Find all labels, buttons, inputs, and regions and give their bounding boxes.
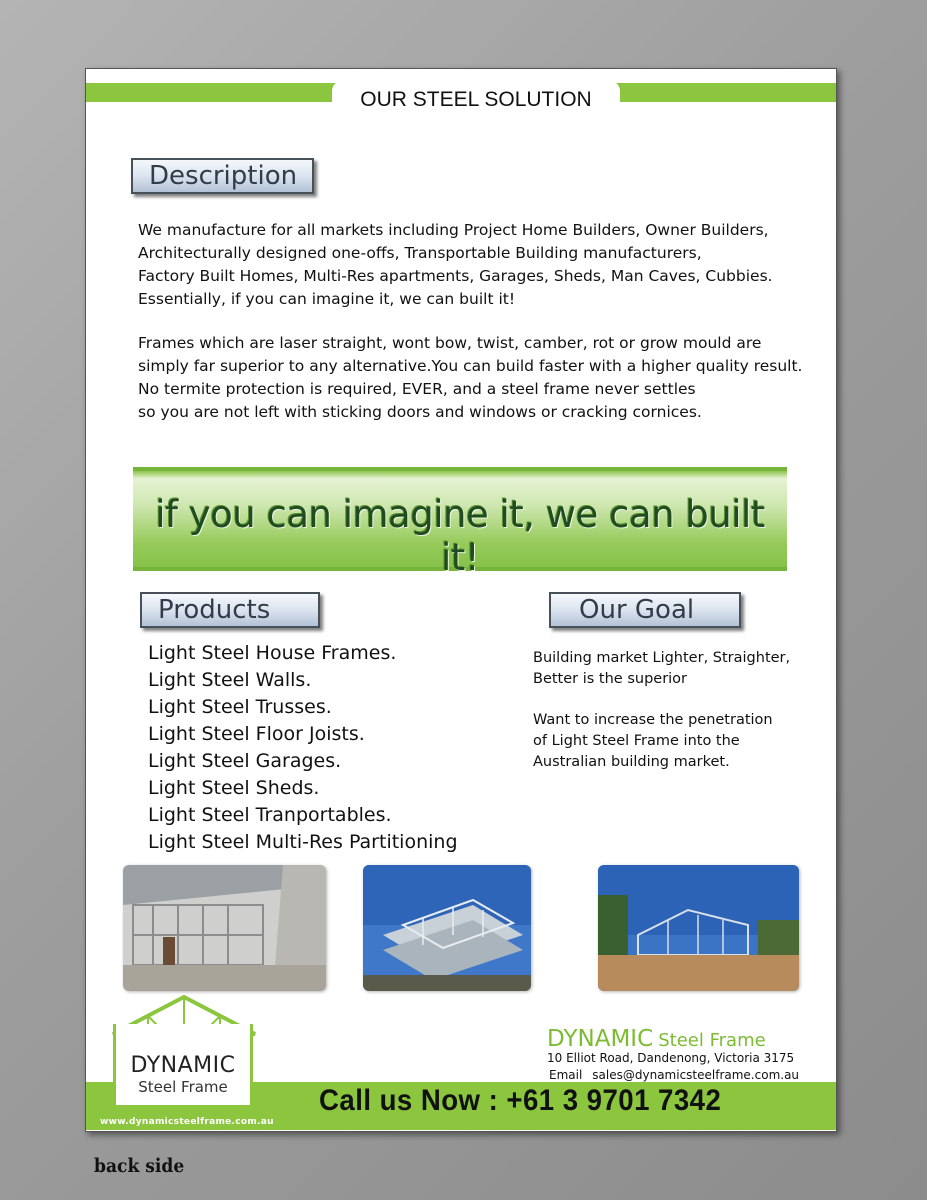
text-line: Better is the superior bbox=[533, 671, 688, 687]
company-address: 10 Elliot Road, Dandenong, Victoria 3175 bbox=[547, 1051, 795, 1065]
email-address: sales@dynamicsteelframe.com.au bbox=[592, 1068, 800, 1082]
text-line: Building market Lighter, Straighter, bbox=[533, 650, 791, 666]
list-item: Light Steel Tranportables. bbox=[148, 804, 392, 826]
list-item: Light Steel Trusses. bbox=[148, 696, 332, 718]
description-paragraph-1 bbox=[138, 219, 818, 311]
call-now-phone: Call us Now : +61 3 9701 7342 bbox=[319, 1084, 722, 1117]
goal-paragraph-1 bbox=[533, 648, 813, 690]
website-url: www.dynamicsteelframe.com.au bbox=[100, 1117, 274, 1127]
text-line: simply far superior to any alternative.You can build faster with a higher quality result. bbox=[138, 357, 803, 375]
email-line bbox=[549, 1068, 799, 1082]
goal-paragraph-2 bbox=[533, 710, 813, 773]
products-heading: Products bbox=[140, 592, 320, 628]
text-line: Essentially, if you can imagine it, we can built it! bbox=[138, 290, 516, 308]
list-item: Light Steel Sheds. bbox=[148, 777, 320, 799]
list-item: Light Steel Floor Joists. bbox=[148, 723, 365, 745]
logo-sub-text: Steel Frame bbox=[138, 1078, 228, 1096]
text-line: Frames which are laser straight, wont bow, twist, camber, rot or grow mould are bbox=[138, 334, 762, 352]
text-line: Want to increase the penetration bbox=[533, 712, 773, 728]
list-item: Light Steel Walls. bbox=[148, 669, 312, 691]
page-title: OUR STEEL SOLUTION bbox=[332, 81, 620, 113]
photo-warehouse-framing bbox=[123, 865, 326, 991]
text-line: of Light Steel Frame into the bbox=[533, 733, 740, 749]
our-goal-heading: Our Goal bbox=[549, 592, 741, 628]
list-item: Light Steel Multi-Res Partitioning bbox=[148, 831, 458, 853]
text-line: Architecturally designed one-offs, Transportable Building manufacturers, bbox=[138, 244, 702, 262]
flyer-page bbox=[85, 68, 837, 1132]
company-name bbox=[547, 1026, 766, 1052]
company-name-main: DYNAMIC bbox=[547, 1026, 654, 1052]
company-name-sub: Steel Frame bbox=[658, 1030, 766, 1051]
description-paragraph-2 bbox=[138, 332, 818, 424]
text-line: No termite protection is required, EVER, and a steel frame never settles bbox=[138, 380, 696, 398]
photo-house-frame bbox=[598, 865, 799, 991]
text-line: Australian building market. bbox=[533, 754, 730, 770]
products-list bbox=[148, 640, 458, 856]
text-line: so you are not left with sticking doors and windows or cracking cornices. bbox=[138, 403, 702, 421]
email-label: Email bbox=[549, 1068, 583, 1082]
slogan-banner bbox=[133, 467, 787, 579]
slogan-text: if you can imagine it, we can built it! bbox=[155, 493, 765, 579]
back-side-label: back side bbox=[94, 1155, 185, 1177]
list-item: Light Steel House Frames. bbox=[148, 642, 397, 664]
description-heading: Description bbox=[131, 158, 314, 194]
company-logo bbox=[113, 1024, 253, 1108]
list-item: Light Steel Garages. bbox=[148, 750, 342, 772]
text-line: We manufacture for all markets including Project Home Builders, Owner Builders, bbox=[138, 221, 769, 239]
text-line: Factory Built Homes, Multi-Res apartments, Garages, Sheds, Man Caves, Cubbies. bbox=[138, 267, 773, 285]
photo-multi-level-frame bbox=[363, 865, 531, 991]
logo-main-text: DYNAMIC bbox=[130, 1053, 236, 1078]
